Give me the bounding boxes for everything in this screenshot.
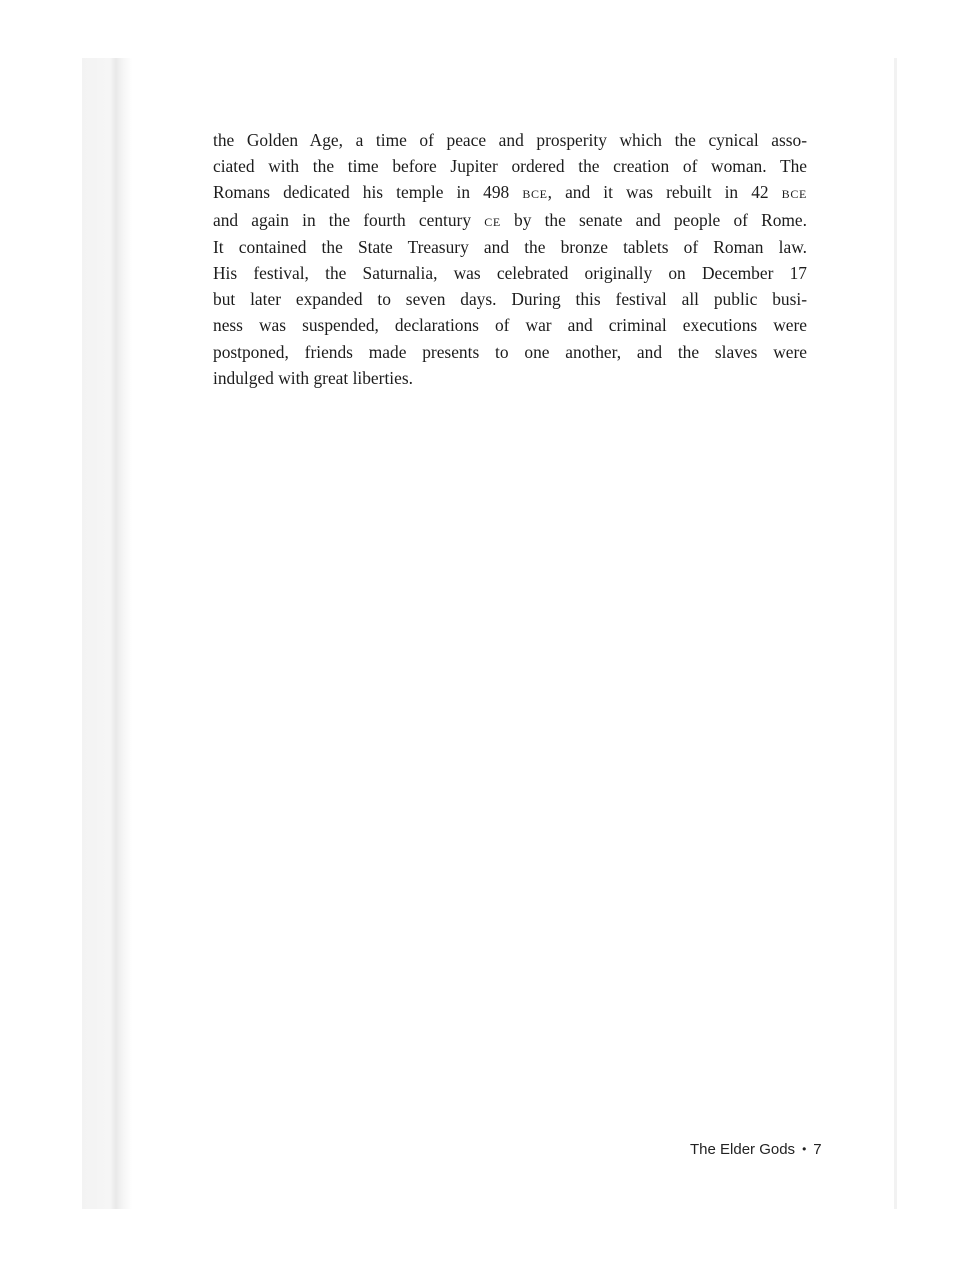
text-line: His festival, the Saturnalia, was celebrated originally on December 17 xyxy=(213,263,807,284)
bullet-separator: • xyxy=(802,1142,807,1156)
era-abbreviation: ce xyxy=(484,210,501,230)
text-line: ness was suspended, declarations of war and criminal executions were xyxy=(213,315,807,336)
body-paragraph xyxy=(213,127,807,391)
text-line: ciated with the time before Jupiter ordered the creation of woman. The xyxy=(213,156,807,177)
era-abbreviation: bce xyxy=(781,183,807,203)
text-line: the Golden Age, a time of peace and prosperity which the cynical asso- xyxy=(213,130,807,150)
era-abbreviation: bce xyxy=(522,183,548,203)
text-line: but later expanded to seven days. During this festival all public busi- xyxy=(213,289,807,310)
book-title: The Elder Gods xyxy=(690,1141,796,1158)
page-edge xyxy=(894,58,897,1209)
text-segment: , and it was rebuilt in 42 xyxy=(547,182,782,203)
text-line xyxy=(213,179,807,206)
page-number: 7 xyxy=(813,1141,822,1158)
text-line: postponed, friends made presents to one another, and the slaves were xyxy=(213,341,807,362)
text-segment: Romans dedicated his temple in 498 xyxy=(213,182,523,203)
text-segment: by the senate and people of Rome. xyxy=(500,209,807,230)
text-line: It contained the State Treasury and the bronze tablets of Roman law. xyxy=(213,236,807,257)
running-footer xyxy=(690,1141,822,1158)
text-segment: and again in the fourth century xyxy=(213,209,485,230)
text-line xyxy=(213,207,807,234)
text-line: indulged with great liberties. xyxy=(213,367,413,388)
binding-shadow xyxy=(82,58,132,1209)
